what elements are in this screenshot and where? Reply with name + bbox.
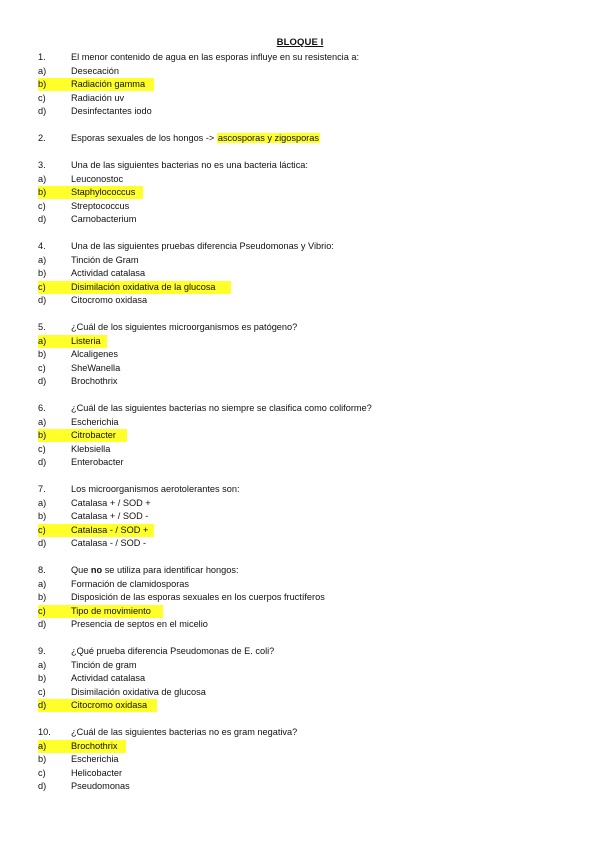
option-marker: c): [38, 525, 46, 535]
option-marker: d): [38, 457, 47, 467]
question-text: Una de las siguientes pruebas diferencia Pseudomonas y Vibrio:: [71, 241, 334, 251]
option-text: Formación de clamidosporas: [71, 579, 189, 589]
question-number: 1.: [38, 52, 46, 62]
option-text: Streptococcus: [71, 201, 130, 211]
option-text: Tinción de gram: [71, 660, 137, 670]
option-marker: d): [38, 295, 47, 305]
option-marker: a): [38, 741, 47, 751]
question-text: Los microorganismos aerotolerantes son:: [71, 484, 240, 494]
question-number: 5.: [38, 322, 46, 332]
option-marker: c): [38, 687, 46, 697]
question-number: 8.: [38, 565, 46, 575]
option-text: Disimilación oxidativa de glucosa: [71, 687, 206, 697]
option-text: Radiación gamma: [71, 79, 146, 89]
option-marker: d): [38, 700, 47, 710]
option-text: Tipo de movimiento: [71, 606, 151, 616]
option-marker: a): [38, 417, 47, 427]
option-marker: c): [38, 606, 46, 616]
option-text: Pseudomonas: [71, 781, 130, 791]
option-marker: b): [38, 511, 47, 521]
question-number: 2.: [38, 133, 46, 143]
question-text: ¿Cuál de las siguientes bacterias no siempre se clasifica como coliforme?: [71, 403, 372, 413]
question-number: 3.: [38, 160, 46, 170]
option-marker: a): [38, 660, 47, 670]
option-text: Citrobacter: [71, 430, 116, 440]
question-number: 7.: [38, 484, 46, 494]
option-text: Radiación uv: [71, 93, 125, 103]
answer-highlight: ascosporas y zigosporas: [217, 133, 319, 143]
option-text: Helicobacter: [71, 768, 123, 778]
option-marker: b): [38, 187, 47, 197]
option-text: Enterobacter: [71, 457, 124, 467]
option-text: Listeria: [71, 336, 101, 346]
option-marker: d): [38, 781, 47, 791]
option-text: Catalasa - / SOD +: [71, 525, 149, 535]
question-number: 6.: [38, 403, 46, 413]
option-text: Klebsiella: [71, 444, 111, 454]
option-marker: b): [38, 79, 47, 89]
option-marker: c): [38, 444, 46, 454]
question-text: ¿Qué prueba diferencia Pseudomonas de E. coli?: [71, 646, 275, 656]
question-text: Que no se utiliza para identificar hongos:: [71, 565, 239, 575]
option-text: Alcaligenes: [71, 349, 118, 359]
option-marker: a): [38, 579, 47, 589]
emphasis-no: no: [90, 565, 103, 575]
option-marker: a): [38, 66, 47, 76]
option-marker: b): [38, 673, 47, 683]
option-text: Citocromo oxidasa: [71, 295, 148, 305]
option-marker: d): [38, 106, 47, 116]
option-marker: d): [38, 619, 47, 629]
option-marker: a): [38, 498, 47, 508]
question-text: ¿Cuál de las siguientes bacterias no es gram negativa?: [71, 727, 298, 737]
option-marker: c): [38, 768, 46, 778]
option-text: Citocromo oxidasa: [71, 700, 148, 710]
option-text: Desinfectantes iodo: [71, 106, 152, 116]
option-marker: b): [38, 349, 47, 359]
option-text: Disimilación oxidativa de la glucosa: [71, 282, 216, 292]
option-marker: a): [38, 336, 47, 346]
question-text: Esporas sexuales de los hongos ->: [71, 133, 215, 143]
option-marker: a): [38, 174, 47, 184]
option-text: Brochothrix: [71, 741, 118, 751]
option-text: Staphylococcus: [71, 187, 136, 197]
option-text: Escherichia: [71, 754, 119, 764]
option-marker: b): [38, 268, 47, 278]
question-number: 9.: [38, 646, 46, 656]
question-number: 10.: [38, 727, 51, 737]
option-marker: d): [38, 214, 47, 224]
option-marker: b): [38, 754, 47, 764]
option-marker: c): [38, 93, 46, 103]
option-text: Tinción de Gram: [71, 255, 139, 265]
question-text: Una de las siguientes bacterias no es una bacteria láctica:: [71, 160, 308, 170]
option-text: Catalasa + / SOD -: [71, 511, 149, 521]
option-marker: b): [38, 592, 47, 602]
option-text: Catalasa - / SOD -: [71, 538, 147, 548]
option-text: Brochothrix: [71, 376, 118, 386]
option-marker: b): [38, 430, 47, 440]
option-text: Catalasa + / SOD +: [71, 498, 151, 508]
question-text: El menor contenido de agua en las esporas influye en su resistencia a:: [71, 52, 360, 62]
page-title: BLOQUE I: [276, 37, 324, 48]
question-text: ¿Cuál de los siguientes microorganismos es patógeno?: [71, 322, 298, 332]
option-text: Desecación: [71, 66, 120, 76]
option-marker: c): [38, 201, 46, 211]
question-number: 4.: [38, 241, 46, 251]
option-text: Leuconostoc: [71, 174, 124, 184]
option-marker: c): [38, 282, 46, 292]
option-marker: a): [38, 255, 47, 265]
option-text: Carnobacterium: [71, 214, 137, 224]
option-text: Presencia de septos en el micelio: [71, 619, 208, 629]
option-marker: c): [38, 363, 46, 373]
option-text: Actividad catalasa: [71, 673, 146, 683]
option-text: SheWanella: [71, 363, 121, 373]
option-text: Disposición de las esporas sexuales en los cuerpos fructíferos: [71, 592, 325, 602]
option-text: Actividad catalasa: [71, 268, 146, 278]
option-text: Escherichia: [71, 417, 119, 427]
option-marker: d): [38, 538, 47, 548]
option-marker: d): [38, 376, 47, 386]
